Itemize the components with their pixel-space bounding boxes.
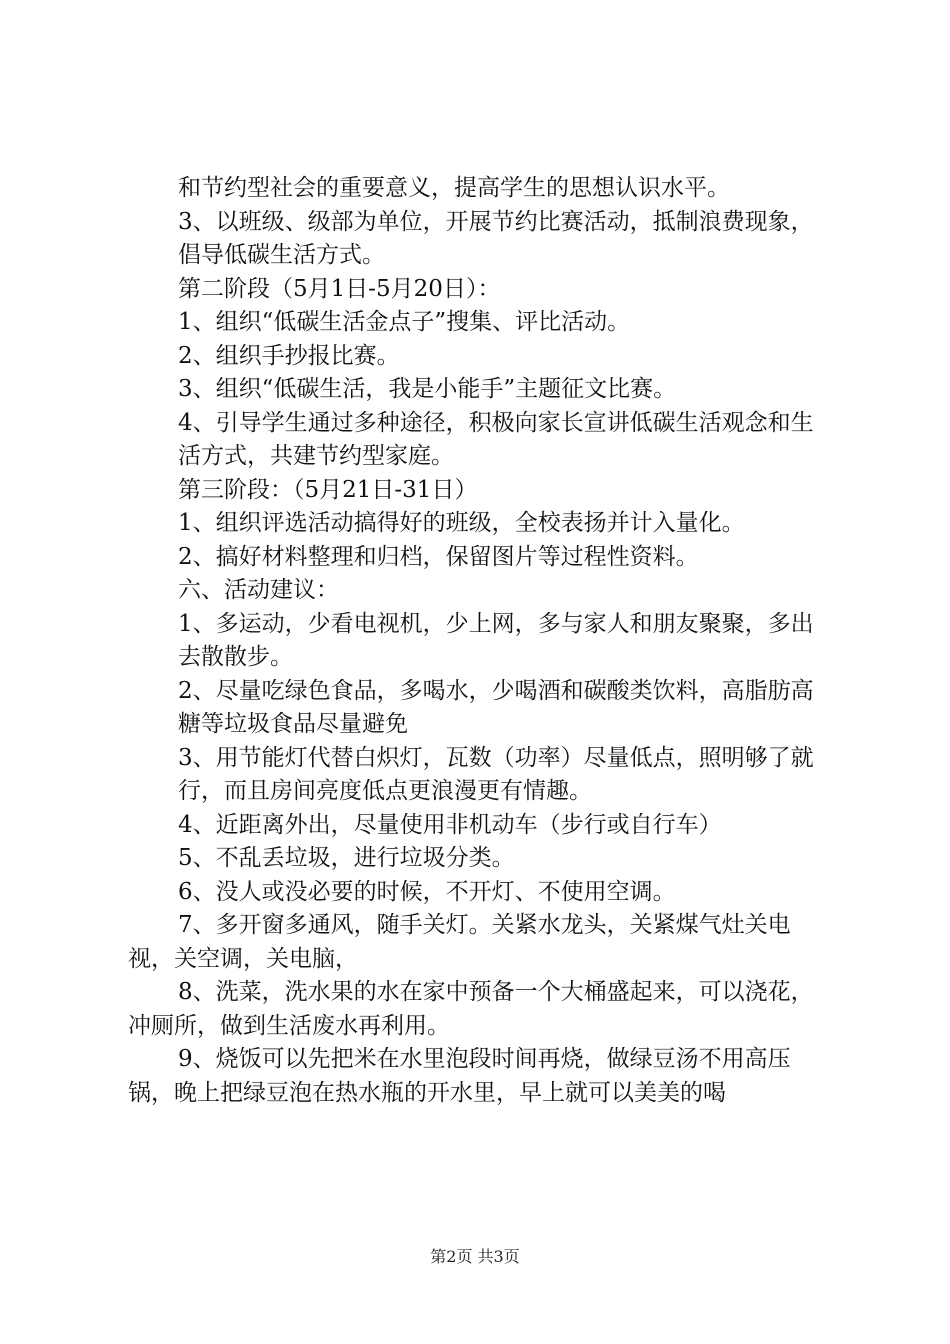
section-heading: 第三阶段：（5月21日-31日） (178, 476, 478, 503)
paragraph-line: 1、组织评选活动搞得好的班级，全校表扬并计入量化。 (178, 510, 745, 536)
paragraph-line: 和节约型社会的重要意义，提高学生的思想认识水平。 (178, 175, 730, 201)
paragraph-line: 1、多运动，少看电视机，少上网，多与家人和朋友聚聚，多出 (178, 610, 814, 637)
paragraph-line: 1、组织“低碳生活金点子”搜集、评比活动。 (178, 309, 631, 335)
paragraph-line: 7、多开窗多通风，随手关灯。关紧水龙头，关紧煤气灶关电视，关空调，关电脑， (128, 912, 791, 972)
paragraph-line: 2、搞好材料整理和归档，保留图片等过程性资料。 (178, 543, 699, 570)
paragraph-line: 8、洗菜，洗水果的水在家中预备一个大桶盛起来，可以浇花，冲厕所，做到生活废水再利用。 (128, 979, 814, 1039)
paragraph-line: 9、烧饭可以先把米在水里泡段时间再烧，做绿豆汤不用高压锅，晚上把绿豆泡在热水瓶的开水里，早上就可以美美的喝 (128, 1046, 791, 1106)
paragraph-line: 3、组织“低碳生活，我是小能手”主题征文比赛。 (178, 376, 677, 402)
paragraph-line: 4、引导学生通过多种途径，积极向家长宣讲低碳生活观念和生 (178, 409, 814, 436)
paragraph-line: 6、没人或没必要的时候，不开灯、不使用空调。 (178, 878, 676, 905)
page-number-footer: 第2页 共3页 (430, 1247, 520, 1266)
paragraph-line: 倡导低碳生活方式。 (178, 242, 385, 268)
paragraph-line: 3、以班级、级部为单位，开展节约比赛活动，抵制浪费现象， (178, 208, 814, 235)
paragraph-line: 5、不乱丢垃圾，进行垃圾分类。 (178, 845, 515, 871)
paragraph-line: 2、组织手抄报比赛。 (178, 342, 400, 369)
paragraph-line: 去散散步。 (178, 644, 293, 670)
section-heading: 六、活动建议： (178, 577, 339, 603)
paragraph-line: 行，而且房间亮度低点更浪漫更有情趣。 (178, 778, 592, 804)
paragraph-line: 活方式，共建节约型家庭。 (178, 443, 454, 469)
paragraph-line: 3、用节能灯代替白炽灯，瓦数（功率）尽量低点，照明够了就 (178, 744, 814, 771)
paragraph-line: 4、近距离外出，尽量使用非机动车（步行或自行车） (178, 811, 722, 838)
paragraph-line: 糖等垃圾食品尽量避免 (178, 711, 408, 737)
document-body (128, 172, 834, 1110)
paragraph-line: 2、尽量吃绿色食品，多喝水，少喝酒和碳酸类饮料，高脂肪高 (178, 677, 814, 704)
section-heading: 第二阶段（5月1日-5月20日）： (178, 275, 501, 302)
